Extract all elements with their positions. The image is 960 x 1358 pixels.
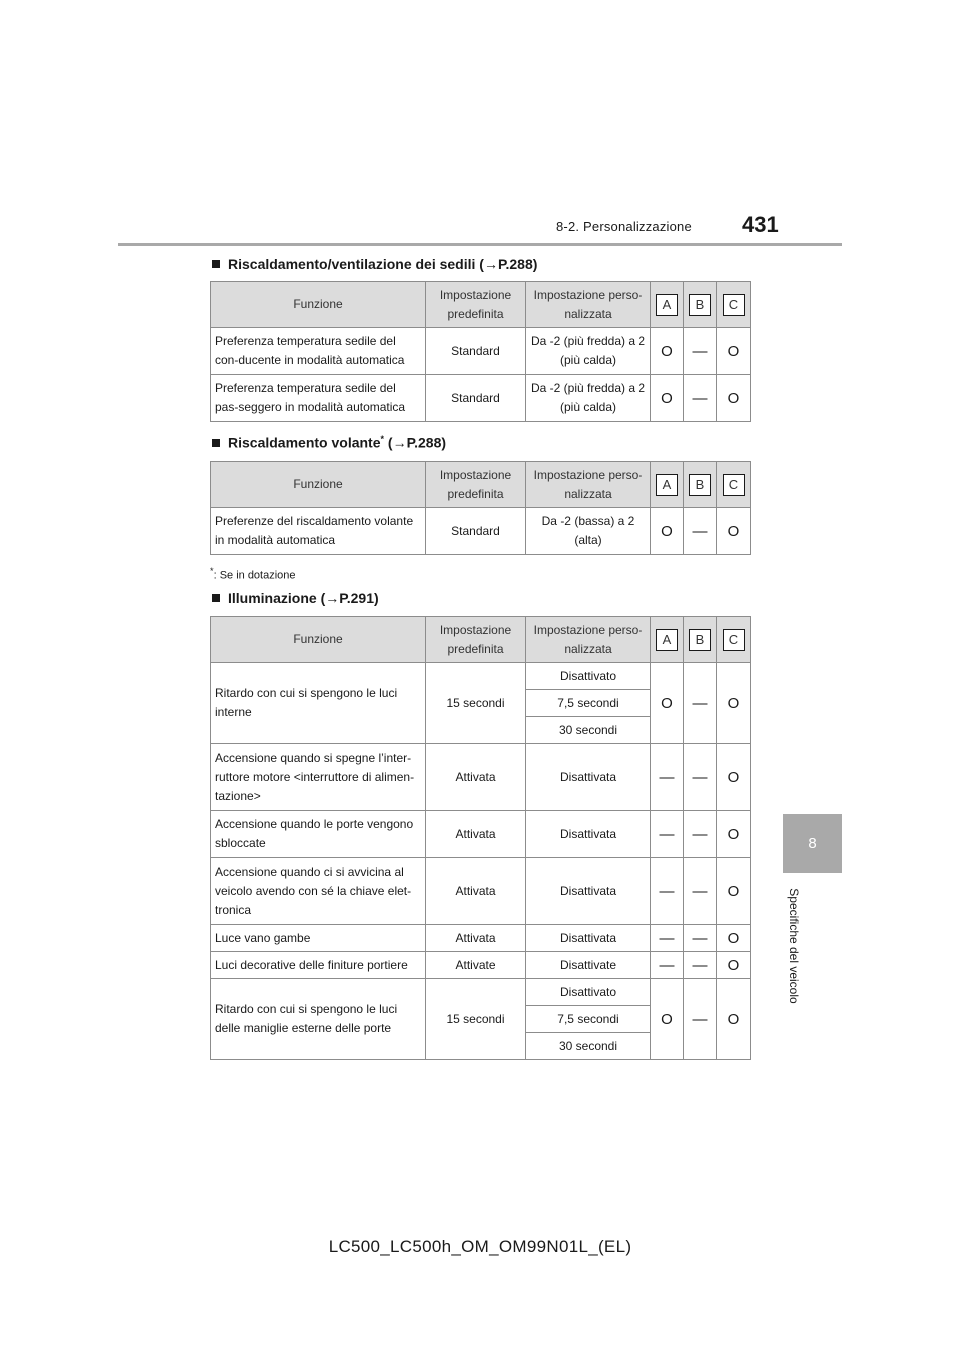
col-c bbox=[717, 617, 751, 663]
table-row bbox=[211, 663, 751, 690]
table-row bbox=[211, 858, 751, 925]
cell-custom: Disattivata bbox=[526, 744, 651, 811]
col-custom: Impostazione perso-nalizzata bbox=[526, 282, 651, 328]
cell-default: Standard bbox=[426, 508, 526, 555]
table-seats bbox=[210, 281, 751, 422]
table-row bbox=[211, 508, 751, 555]
col-a bbox=[651, 462, 684, 508]
chapter-number: 8 bbox=[808, 835, 817, 852]
cell-b: — bbox=[684, 375, 717, 422]
cell-a: O bbox=[651, 663, 684, 744]
cell-b: — bbox=[684, 952, 717, 979]
cell-c: O bbox=[717, 858, 751, 925]
table-header-row bbox=[211, 282, 751, 328]
cell-c: O bbox=[717, 375, 751, 422]
col-b bbox=[684, 462, 717, 508]
cell-custom: 30 secondi bbox=[526, 1033, 651, 1060]
section-title-ref: (→P.288) bbox=[384, 434, 447, 451]
table-lighting bbox=[210, 616, 751, 1060]
cell-a: O bbox=[651, 508, 684, 555]
col-function: Funzione bbox=[211, 282, 426, 328]
table-row bbox=[211, 952, 751, 979]
section-title-steering bbox=[212, 434, 446, 451]
cell-b: — bbox=[684, 858, 717, 925]
cell-default: 15 secondi bbox=[426, 979, 526, 1060]
col-default: Impostazione predefinita bbox=[426, 617, 526, 663]
cell-b: — bbox=[684, 508, 717, 555]
cell-a: O bbox=[651, 328, 684, 375]
b-badge: B bbox=[689, 294, 711, 316]
cell-custom: 30 secondi bbox=[526, 717, 651, 744]
cell-a: — bbox=[651, 858, 684, 925]
col-c bbox=[717, 282, 751, 328]
col-function: Funzione bbox=[211, 462, 426, 508]
cell-default: Attivata bbox=[426, 811, 526, 858]
cell-a: O bbox=[651, 979, 684, 1060]
cell-function: Ritardo con cui si spengono le luci delle maniglie esterne delle porte bbox=[211, 979, 426, 1060]
cell-custom: Da -2 (più fredda) a 2 (più calda) bbox=[526, 375, 651, 422]
page-number: 431 bbox=[742, 212, 779, 237]
table-steering bbox=[210, 461, 751, 555]
section-title-lighting bbox=[212, 590, 379, 606]
col-custom: Impostazione perso-nalizzata bbox=[526, 617, 651, 663]
cell-b: — bbox=[684, 811, 717, 858]
col-default: Impostazione predefinita bbox=[426, 282, 526, 328]
cell-default: Attivata bbox=[426, 858, 526, 925]
b-badge: B bbox=[689, 629, 711, 651]
cell-b: — bbox=[684, 328, 717, 375]
cell-function: Accensione quando si spegne l’inter-ruttore motore <interruttore di alimen-tazione> bbox=[211, 744, 426, 811]
cell-b: — bbox=[684, 663, 717, 744]
cell-custom: Da -2 (più fredda) a 2 (più calda) bbox=[526, 328, 651, 375]
col-function: Funzione bbox=[211, 617, 426, 663]
cell-a: — bbox=[651, 952, 684, 979]
cell-a: — bbox=[651, 925, 684, 952]
cell-c: O bbox=[717, 952, 751, 979]
cell-custom: Da -2 (bassa) a 2 (alta) bbox=[526, 508, 651, 555]
cell-c: O bbox=[717, 663, 751, 744]
section-header: 8-2. Personalizzazione bbox=[556, 219, 692, 234]
cell-default: Attivate bbox=[426, 952, 526, 979]
a-badge: A bbox=[656, 629, 678, 651]
col-b bbox=[684, 282, 717, 328]
footnote-text: : Se in dotazione bbox=[213, 569, 296, 582]
square-bullet-icon bbox=[212, 260, 220, 268]
cell-c: O bbox=[717, 811, 751, 858]
table-row bbox=[211, 925, 751, 952]
cell-function: Preferenze del riscaldamento volante in modalità automatica bbox=[211, 508, 426, 555]
chapter-tab[interactable] bbox=[783, 814, 842, 873]
col-a bbox=[651, 617, 684, 663]
table-header-row bbox=[211, 462, 751, 508]
section-title-text: Riscaldamento/ventilazione dei sedili (→P.288) bbox=[228, 256, 538, 272]
cell-b: — bbox=[684, 744, 717, 811]
cell-a: — bbox=[651, 744, 684, 811]
cell-b: — bbox=[684, 979, 717, 1060]
document-code-footer: LC500_LC500h_OM_OM99N01L_(EL) bbox=[328, 1237, 632, 1256]
cell-b: — bbox=[684, 925, 717, 952]
cell-custom: Disattivata bbox=[526, 811, 651, 858]
header-divider bbox=[118, 243, 842, 246]
cell-custom: 7,5 secondi bbox=[526, 1006, 651, 1033]
cell-custom: 7,5 secondi bbox=[526, 690, 651, 717]
col-c bbox=[717, 462, 751, 508]
a-badge: A bbox=[656, 294, 678, 316]
col-a bbox=[651, 282, 684, 328]
a-badge: A bbox=[656, 474, 678, 496]
b-badge: B bbox=[689, 474, 711, 496]
section-title-text: Illuminazione (→P.291) bbox=[228, 590, 379, 606]
cell-function: Luce vano gambe bbox=[211, 925, 426, 952]
chapter-label-text: Specifiche del veicolo bbox=[787, 888, 801, 1004]
cell-function: Ritardo con cui si spengono le luci interne bbox=[211, 663, 426, 744]
section-title-seats bbox=[212, 256, 537, 272]
cell-custom: Disattivata bbox=[526, 858, 651, 925]
col-b bbox=[684, 617, 717, 663]
c-badge: C bbox=[723, 294, 745, 316]
col-default: Impostazione predefinita bbox=[426, 462, 526, 508]
cell-c: O bbox=[717, 925, 751, 952]
cell-default: Standard bbox=[426, 375, 526, 422]
table-row bbox=[211, 811, 751, 858]
cell-function: Accensione quando le porte vengono sbloccate bbox=[211, 811, 426, 858]
cell-function: Preferenza temperatura sedile del pas-seggero in modalità automatica bbox=[211, 375, 426, 422]
footnote bbox=[210, 566, 296, 582]
cell-custom: Disattivate bbox=[526, 952, 651, 979]
square-bullet-icon bbox=[212, 594, 220, 602]
c-badge: C bbox=[723, 629, 745, 651]
cell-c: O bbox=[717, 328, 751, 375]
cell-a: O bbox=[651, 375, 684, 422]
cell-c: O bbox=[717, 744, 751, 811]
chapter-label bbox=[770, 885, 818, 1007]
table-row bbox=[211, 744, 751, 811]
cell-c: O bbox=[717, 508, 751, 555]
cell-custom: Disattivata bbox=[526, 925, 651, 952]
square-bullet-icon bbox=[212, 439, 220, 447]
cell-default: Standard bbox=[426, 328, 526, 375]
table-row bbox=[211, 375, 751, 422]
cell-a: — bbox=[651, 811, 684, 858]
c-badge: C bbox=[723, 474, 745, 496]
cell-default: 15 secondi bbox=[426, 663, 526, 744]
section-title-text: Riscaldamento volante bbox=[228, 434, 381, 451]
cell-c: O bbox=[717, 979, 751, 1060]
cell-function: Accensione quando ci si avvicina al veicolo avendo con sé la chiave elet-tronica bbox=[211, 858, 426, 925]
table-header-row bbox=[211, 617, 751, 663]
cell-default: Attivata bbox=[426, 925, 526, 952]
cell-function: Preferenza temperatura sedile del con-ducente in modalità automatica bbox=[211, 328, 426, 375]
table-row bbox=[211, 328, 751, 375]
cell-default: Attivata bbox=[426, 744, 526, 811]
footnote-mark: * bbox=[210, 566, 214, 576]
cell-custom: Disattivato bbox=[526, 979, 651, 1006]
cell-custom: Disattivato bbox=[526, 663, 651, 690]
table-row bbox=[211, 979, 751, 1006]
cell-function: Luci decorative delle finiture portiere bbox=[211, 952, 426, 979]
col-custom: Impostazione perso-nalizzata bbox=[526, 462, 651, 508]
footnote-mark: * bbox=[380, 434, 385, 444]
